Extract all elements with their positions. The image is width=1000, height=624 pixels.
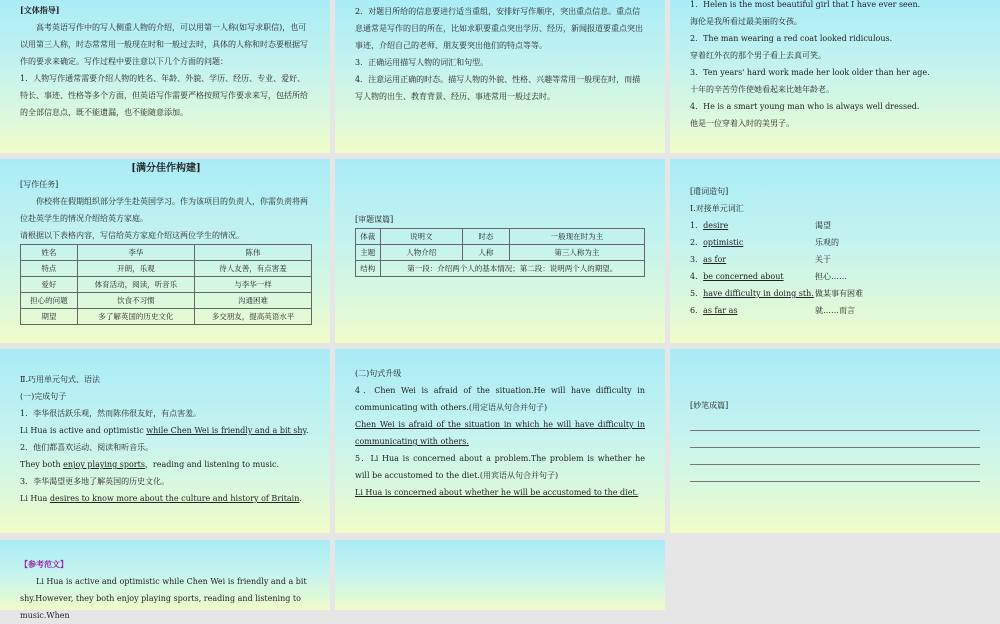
- answer-prefix: Li Hua is active and optimistic: [20, 426, 147, 435]
- table-cell: 饮食不习惯: [77, 293, 194, 309]
- model-essay-text: Li Hua is active and optimistic while Chen Wei is friendly and a bit shy.However, they both enjoy playing sports, reading and listening to music.When: [20, 577, 307, 620]
- question-4: 4．Chen Wei is afraid of the situation.He will have difficulty in communicating with others.(用定语从句合并句子): [355, 386, 645, 412]
- section-title: Ⅱ.巧用单元句式、语法: [20, 375, 100, 384]
- table-cell: 人物介绍: [380, 245, 462, 261]
- slide-title: [文体指导]: [20, 5, 60, 15]
- table-cell: 多交朋友，提高英语水平: [194, 309, 311, 325]
- slide-sentence-completion[interactable]: [0, 349, 330, 533]
- writing-line[interactable]: [690, 431, 980, 448]
- slide-model-essay[interactable]: [0, 540, 330, 620]
- table-cell: 人称: [462, 245, 509, 261]
- table-cell: 陈伟: [194, 245, 311, 261]
- table-cell: 期望: [21, 309, 78, 325]
- vocab-subtitle: Ⅰ.对接单元词汇: [690, 204, 744, 213]
- analysis-tag: [审题谋篇]: [355, 215, 394, 224]
- vocab-chinese: 渴望: [815, 221, 831, 230]
- table-row: [21, 277, 312, 293]
- student-info-table: [20, 244, 312, 325]
- vocab-item: [690, 268, 980, 285]
- vocab-tag: [遣词造句]: [690, 187, 729, 196]
- sentence-item: [690, 30, 980, 64]
- vocab-english: as for: [703, 255, 727, 264]
- table-cell: 特点: [21, 261, 78, 277]
- answer-prefix: They both: [20, 460, 64, 469]
- vocab-number: 3．: [690, 255, 704, 264]
- table-cell: 担心的问题: [21, 293, 78, 309]
- answer-suffix: .: [299, 494, 302, 503]
- writing-line[interactable]: [690, 448, 980, 465]
- point-3: 3．正确运用描写人物的词汇和句型。: [355, 58, 489, 67]
- vocab-english: desire: [703, 221, 729, 230]
- section-subtitle: (一)完成句子: [20, 392, 67, 401]
- table-cell: 一般现在时为主: [509, 229, 644, 245]
- answer-suffix: ，reading and listening to music.: [144, 460, 280, 469]
- task-text: 你校将在假期组织部分学生赴英国学习。作为该项目的负责人，你需负责将两位赴英学生的情况介绍给英方家庭。: [20, 197, 308, 223]
- answer-blank: while Chen Wei is friendly and a bit shy: [146, 426, 306, 435]
- slide-vocabulary[interactable]: [670, 159, 1000, 343]
- slide-title: [满分佳作构建]: [131, 163, 201, 174]
- question-zh: 3．李华渴望更多地了解英国的历史文化。: [20, 477, 170, 486]
- vocab-english: be concerned about: [703, 272, 784, 281]
- sentence-item: [690, 98, 980, 132]
- table-cell: 开朗，乐观: [77, 261, 194, 277]
- vocab-item: [690, 251, 980, 268]
- table-cell: 说明文: [380, 229, 462, 245]
- answer-prefix: Li Hua: [20, 494, 50, 503]
- slide-sentence-upgrade[interactable]: [335, 349, 665, 533]
- table-row: [21, 261, 312, 277]
- sentence-zh: 十年的辛苦劳作使她看起来比她年龄老。: [690, 85, 834, 94]
- sentence-zh: 穿着红外衣的那个男子看上去真可笑。: [690, 51, 826, 60]
- table-cell: 体裁: [356, 229, 381, 245]
- table-cell: 主题: [356, 245, 381, 261]
- sentence-en: 3．Ten years' hard work made her look older than her age.: [690, 68, 930, 77]
- sentence-zh: 他是一位穿着入时的美男子。: [690, 119, 794, 128]
- vocab-number: 4．: [690, 272, 704, 281]
- table-cell: 待人友善，有点害羞: [194, 261, 311, 277]
- table-row: [21, 293, 312, 309]
- task-tag: [写作任务]: [20, 180, 59, 189]
- answer-sentence: [20, 422, 312, 439]
- answer-suffix: .: [305, 426, 309, 435]
- vocab-english: have difficulty in doing sth.: [703, 289, 814, 298]
- vocab-item: [690, 234, 980, 251]
- table-cell: 结构: [356, 261, 381, 277]
- question-5: 5．Li Hua is concerned about a problem.The problem is whether he will be accustomed to the diet.(用宾语从句合并句子): [355, 454, 645, 480]
- vocab-chinese: 就……而言: [815, 306, 855, 315]
- vocab-item: [690, 217, 980, 234]
- sentence-en: 1．Helen is the most beautiful girl that I have ever seen.: [690, 0, 921, 9]
- table-cell: 李华: [77, 245, 194, 261]
- table-cell: 第三人称为主: [509, 245, 644, 261]
- writing-line[interactable]: [690, 414, 980, 431]
- table-cell: 第一段：介绍两个人的基本情况；第二段：说明两个人的期望。: [380, 261, 644, 277]
- sentence-zh: 海伦是我所看过最美丽的女孩。: [690, 17, 802, 26]
- sentence-en: 2．The man wearing a red coat looked ridiculous.: [690, 34, 893, 43]
- table-cell: 时态: [462, 229, 509, 245]
- vocab-number: 2．: [690, 238, 704, 247]
- vocab-chinese: 担心……: [815, 272, 847, 281]
- slide-guide-continued[interactable]: [335, 0, 665, 153]
- vocab-item: [690, 302, 980, 319]
- table-cell: 与李华一样: [194, 277, 311, 293]
- answer-blank: enjoy playing sports: [63, 460, 145, 469]
- answer-sentence: [20, 490, 312, 507]
- point-2: 2．对题目所给的信息要进行适当重组，安排好写作顺序，突出重点信息。重点信息通常是写作的目的所在，比如求职要重点突出学历、经历，新闻报道要重点突出事迹，介绍自己的老师、朋友要突出他们的特点等等。: [355, 7, 643, 50]
- table-row: [21, 309, 312, 325]
- task-instruction: 请根据以下表格内容，写信给英方家庭介绍这两位学生的情况。: [20, 231, 244, 240]
- table-cell: 体育活动，阅读，听音乐: [77, 277, 194, 293]
- slide-writing-task[interactable]: [0, 159, 330, 343]
- analysis-table: [355, 228, 645, 277]
- slide-example-sentences[interactable]: [670, 0, 1000, 153]
- answer-4: Chen Wei is afraid of the situation in which he will have difficulty in communicating with others.: [355, 420, 645, 446]
- sentence-item: [690, 64, 980, 98]
- model-essay-tag: 【参考范文】: [20, 559, 68, 569]
- vocab-english: optimistic: [703, 238, 744, 247]
- table-cell: 多了解英国的历史文化: [77, 309, 194, 325]
- writing-line[interactable]: [690, 465, 980, 482]
- vocab-english: as far as: [703, 306, 738, 315]
- answer-blank: desires to know more about the culture and history of Britain: [49, 494, 300, 503]
- slide-writing-guide[interactable]: [0, 0, 330, 153]
- sentence-en: 4．He is a smart young man who is always well dressed.: [690, 102, 920, 111]
- table-row: [356, 229, 645, 245]
- table-cell: 姓名: [21, 245, 78, 261]
- vocab-item: [690, 285, 980, 302]
- section-title: (二)句式升级: [355, 369, 402, 378]
- point-4: 4．注意运用正确的时态。描写人物的外貌、性格、兴趣等常用一般现在时，而描写人物的出生、教育背景、经历、事迹常用一般过去时。: [355, 75, 641, 101]
- vocab-chinese: 乐观的: [815, 238, 839, 247]
- composition-tag: [妙笔成篇]: [690, 401, 729, 410]
- point-1: 1．人物写作通常需要介绍人物的姓名、年龄、外貌、学历、经历、专业、爱好、特长、事迹、性格等多个方面，但英语写作需要严格按照写作要求来写，包括所给的全部信息点，既不能遗漏，也不能随意添加。: [20, 74, 308, 117]
- vocab-chinese: 做某事有困难: [815, 289, 863, 298]
- sentence-item: [690, 0, 980, 30]
- table-cell: 爱好: [21, 277, 78, 293]
- answer-sentence: [20, 456, 312, 473]
- answer-5: Li Hua is concerned about whether he will be accustomed to the diet.: [355, 488, 639, 497]
- vocab-number: 6．: [690, 306, 704, 315]
- slide-analysis[interactable]: [335, 159, 665, 343]
- question-zh: 1．李华很活跃乐观，然而陈伟很友好，有点害羞。: [20, 409, 202, 418]
- table-cell: 沟通困难: [194, 293, 311, 309]
- vocab-number: 5．: [690, 289, 704, 298]
- slide-composition[interactable]: [670, 349, 1000, 533]
- vocab-chinese: 关于: [815, 255, 831, 264]
- slide-blank[interactable]: [335, 540, 665, 610]
- table-row: [356, 245, 645, 261]
- vocab-number: 1．: [690, 221, 704, 230]
- table-row: [21, 245, 312, 261]
- table-row: [356, 261, 645, 277]
- question-zh: 2．他们都喜欢运动、阅读和听音乐。: [20, 443, 154, 452]
- intro-paragraph: 高考英语写作中的写人侧重人物的介绍，可以用第一人称(如写求职信)，也可以用第三人称，时态常常用一般现在时和一般过去时，具体的人称和时态要根据写作的要求来确定。写作过程中要注意以下几个方面的问题：: [20, 23, 308, 66]
